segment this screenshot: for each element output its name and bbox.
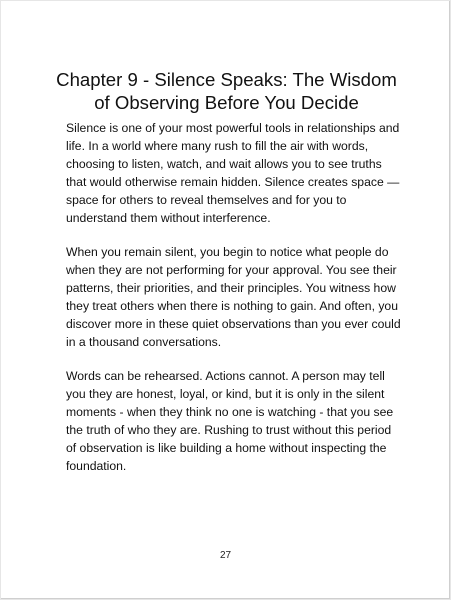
page-number: 27	[219, 550, 232, 561]
chapter-body	[66, 119, 401, 491]
book-page	[1, 1, 450, 599]
body-paragraph-1: Silence is one of your most powerful tools in relationships and life. In a world where many rush to fill the air with words, choosing to listen, watch, and wait allows you to see truths that would otherwise remain hidden. Silence creates space — space for others to reveal themselves and for you to understand them without interference.	[66, 121, 400, 225]
body-paragraph-2: When you remain silent, you begin to notice what people do when they are not performing for your approval. You see their patterns, their priorities, and their principles. You witness how they treat others when there is nothing to gain. And often, you discover more in these quiet observations than you ever could in a thousand conversations.	[66, 245, 401, 349]
body-paragraph-3: Words can be rehearsed. Actions cannot. A person may tell you they are honest, loyal, or kind, but it is only in the silent moments - when they think no one is watching - that you see the truth of who they are. Rushing to trust without this period of observation is like building a home without inspecting the foundation.	[66, 369, 394, 473]
chapter-title: Chapter 9 - Silence Speaks: The Wisdom of Observing Before You Decide	[56, 69, 397, 113]
